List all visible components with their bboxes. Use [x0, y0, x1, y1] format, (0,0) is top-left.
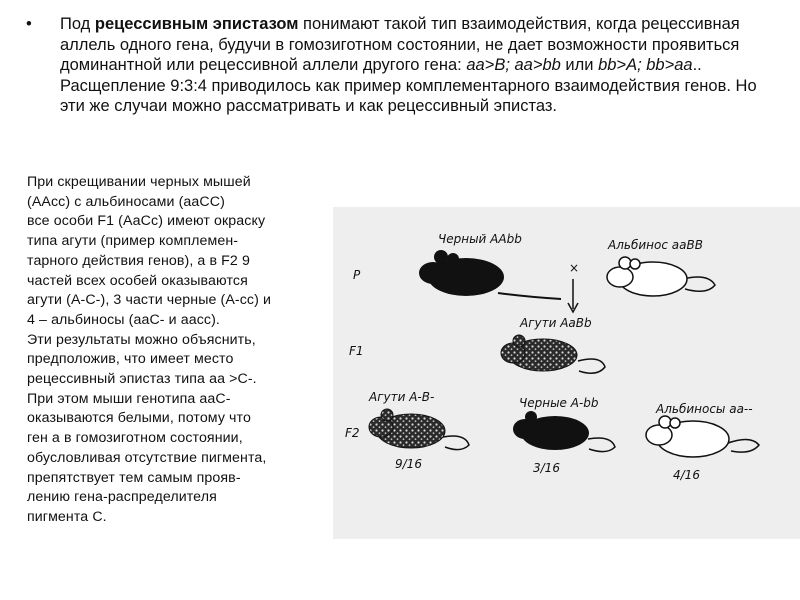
parent-albino-label: Альбинос ааВВ [608, 238, 703, 252]
text-line: рецессивный эпистаз типа аа >С-. [27, 371, 257, 388]
mouse-cross-figure [333, 207, 800, 539]
intro-term: рецессивным эпистазом [94, 15, 299, 33]
text-line: обусловливая отсутствие пигмента, [27, 449, 267, 466]
ratio-agouti: 9/16 [395, 457, 422, 471]
ratio-black: 3/16 [533, 461, 560, 475]
text-line: тарного действия генов), а в F2 9 [27, 252, 250, 269]
text-line: ген а в гомозиготном состоянии, [27, 430, 243, 447]
f2-label: F2 [345, 426, 360, 440]
black-mouse-parent [419, 250, 561, 299]
ratio-albino: 4/16 [673, 468, 700, 482]
bullet: • [26, 15, 32, 33]
f1-label: F1 [349, 344, 364, 358]
black-mouse-f2 [513, 411, 615, 452]
agouti-mouse-f2 [369, 409, 469, 450]
intro-formula-1: аа>В; аа>bb [466, 56, 561, 74]
text-line: предположив, что имеет место [27, 351, 234, 368]
text-line: препятствует тем самым прояв- [27, 469, 241, 486]
f2-black-label: Черные А-bb [519, 396, 599, 410]
text-line: При этом мыши генотипа ааС- [27, 390, 231, 407]
text-line: (ААсс) с альбиносами (ааСС) [27, 193, 225, 210]
agouti-mouse-f1 [501, 335, 605, 373]
albino-mouse-f2 [646, 416, 759, 457]
intro-t3: понимают такой тип взаимодействия, когда рецессивная аллель одного гена, будучи в гомозиготном состоянии, не дает возможности проявиться доминантной или рецессивной аллели другого гена: [60, 15, 740, 74]
intro-t5: или [560, 56, 599, 74]
text-line: агути (А-С-), 3 части черные (А-сс) и [27, 292, 272, 309]
figure-svg [333, 207, 800, 539]
text-line: оказываются белыми, потому что [27, 410, 251, 427]
text-line: типа агути (пример комплемен- [27, 233, 239, 250]
intro-t7: .. Расщепление 9:3:4 приводилось как пример комплементарного взаимодействия генов. Но эти же случаи можно рассматривать и как рецессивный эпистаз. [60, 56, 757, 115]
f2-albino-label: Альбиносы аа-- [656, 402, 753, 416]
text-line: Эти результаты можно объяснить, [27, 331, 256, 348]
cross-symbol: × [569, 261, 580, 275]
text-line: все особи F1 (АаСс) имеют окраску [27, 213, 266, 230]
text-line: При скрещивании черных мышей [27, 174, 251, 190]
p-label: P [353, 268, 361, 282]
intro-t1: Под [60, 15, 95, 33]
f2-agouti-label: Агути А-В- [369, 390, 435, 404]
text-line: лению гена-распределителя [27, 489, 217, 506]
intro-paragraph [26, 14, 786, 117]
text-line: 4 – альбиносы (ааС- и аасс). [27, 311, 220, 328]
f1-agouti-label: Агути АаВb [520, 316, 592, 330]
intro-text [60, 14, 786, 117]
text-line: частей всех особей оказываются [27, 272, 248, 289]
intro-formula-2: bb>A; bb>аа [598, 56, 693, 74]
text-line: пигмента С. [27, 508, 107, 525]
albino-mouse-parent [607, 257, 715, 296]
parent-black-label: Черный ААbb [438, 232, 522, 246]
explanation-text [27, 173, 342, 528]
